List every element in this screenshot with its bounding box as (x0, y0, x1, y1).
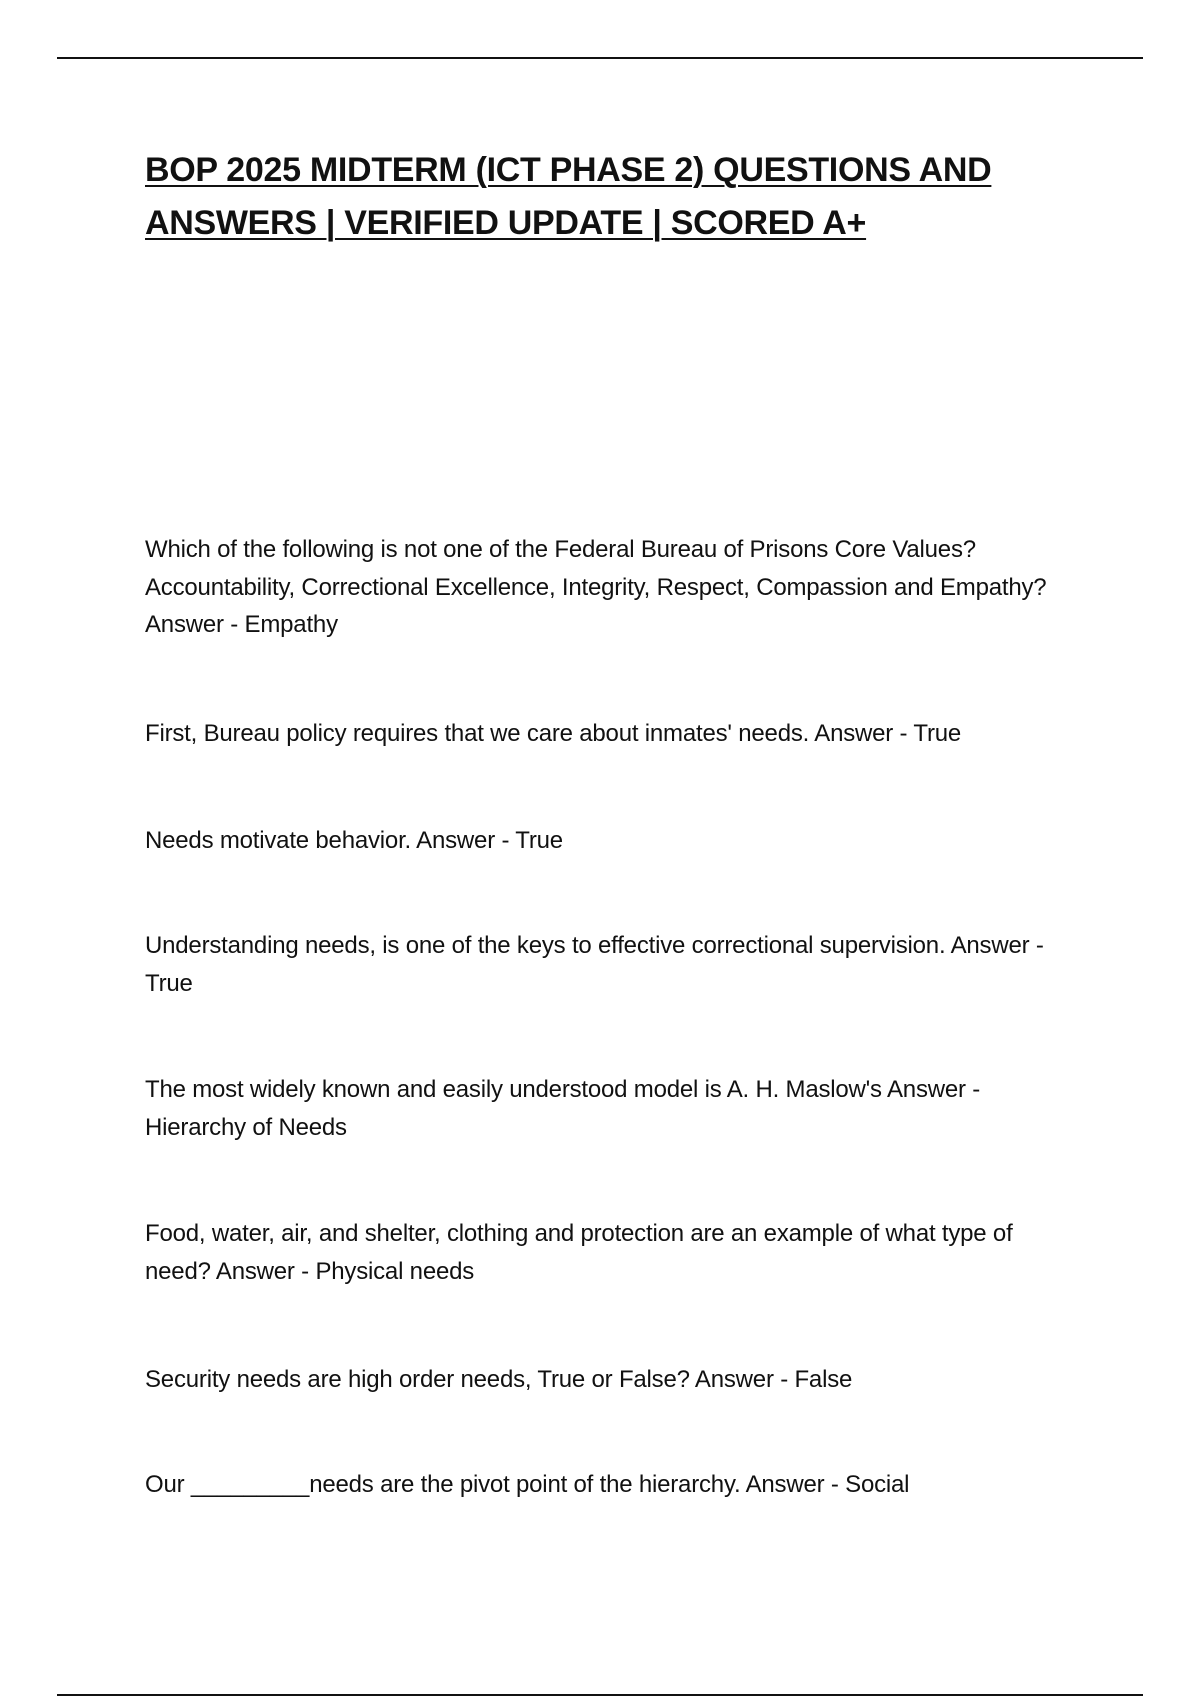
qa-item-4: Understanding needs, is one of the keys to effective correctional supervision. Answer - True (145, 932, 1044, 997)
qa-item-1: Which of the following is not one of the Federal Bureau of Prisons Core Values? Accountability, Correctional Excellence, Integrity, Respect, Compassion and Empathy? Answer - Empathy (145, 536, 1047, 638)
qa-item-8: Our _________needs are the pivot point of the hierarchy. Answer - Social (145, 1471, 910, 1498)
qa-item-6: Food, water, air, and shelter, clothing and protection are an example of what type of need? Answer - Physical needs (145, 1220, 1013, 1285)
qa-item-2: First, Bureau policy requires that we care about inmates' needs. Answer - True (145, 720, 962, 747)
header-rule (57, 57, 1143, 59)
qa-item-7: Security needs are high order needs, True or False? Answer - False (145, 1366, 853, 1393)
document-title: BOP 2025 MIDTERM (ICT PHASE 2) QUESTIONS AND ANSWERS | VERIFIED UPDATE | SCORED A+ (145, 151, 992, 242)
qa-item-3: Needs motivate behavior. Answer - True (145, 827, 563, 854)
footer-rule (57, 1694, 1143, 1696)
qa-item-5: The most widely known and easily understood model is A. H. Maslow's Answer - Hierarchy of Needs (145, 1076, 981, 1141)
